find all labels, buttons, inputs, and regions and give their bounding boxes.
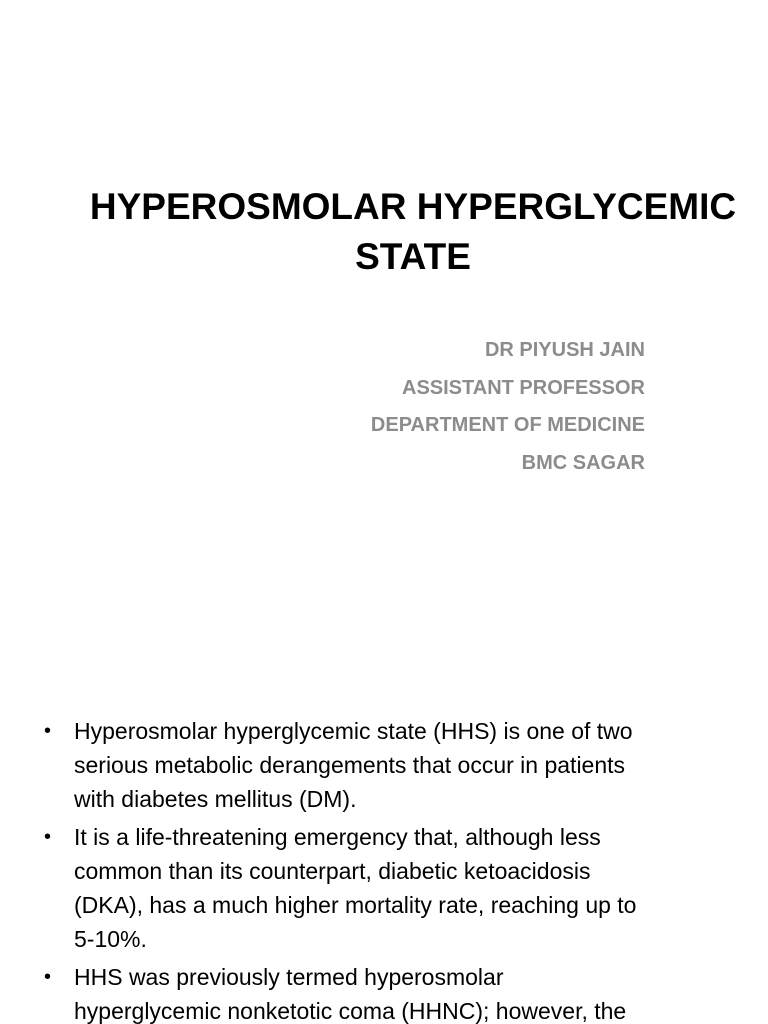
bullet-line: common than its counterpart, diabetic ketoacidosis [74,858,591,884]
slide-subtitle [250,332,645,482]
bullet-line: HHS was previously termed hyperosmolar [74,964,504,990]
bullet-icon: • [44,826,52,848]
author-institution: BMC SAGAR [521,451,645,474]
author-name: DR PIYUSH JAIN [484,339,645,361]
title-line: STATE [355,236,471,277]
title-line: HYPEROSMOLAR HYPERGLYCEMIC [89,186,737,227]
bullet-line: serious metabolic derangements that occur in patients [74,752,626,778]
bullet-icon: • [44,720,52,742]
bullet-text [74,714,724,816]
bullet-line: with diabetes mellitus (DM). [74,786,357,812]
bullet-icon: • [44,966,52,988]
bullet-text [74,960,724,1024]
bullet-line: It is a life-threatening emergency that, although less [74,824,601,850]
bullet-line: hyperglycemic nonketotic coma (HHNC); however, the [74,998,627,1024]
bullet-line: (DKA), has a much higher mortality rate, reaching up to [74,892,637,918]
bullet-line: 5-10%. [74,926,147,952]
content-slide [0,700,768,1024]
bullet-line: Hyperosmolar hyperglycemic state (HHS) is one of two [74,718,633,744]
bullet-list [44,714,724,1024]
bullet-item [44,960,724,1024]
bullet-text [74,820,724,956]
slide-title [60,182,766,282]
bullet-item [44,714,724,816]
author-department: DEPARTMENT OF MEDICINE [370,414,645,436]
bullet-item [44,820,724,956]
author-position: ASSISTANT PROFESSOR [402,376,645,399]
